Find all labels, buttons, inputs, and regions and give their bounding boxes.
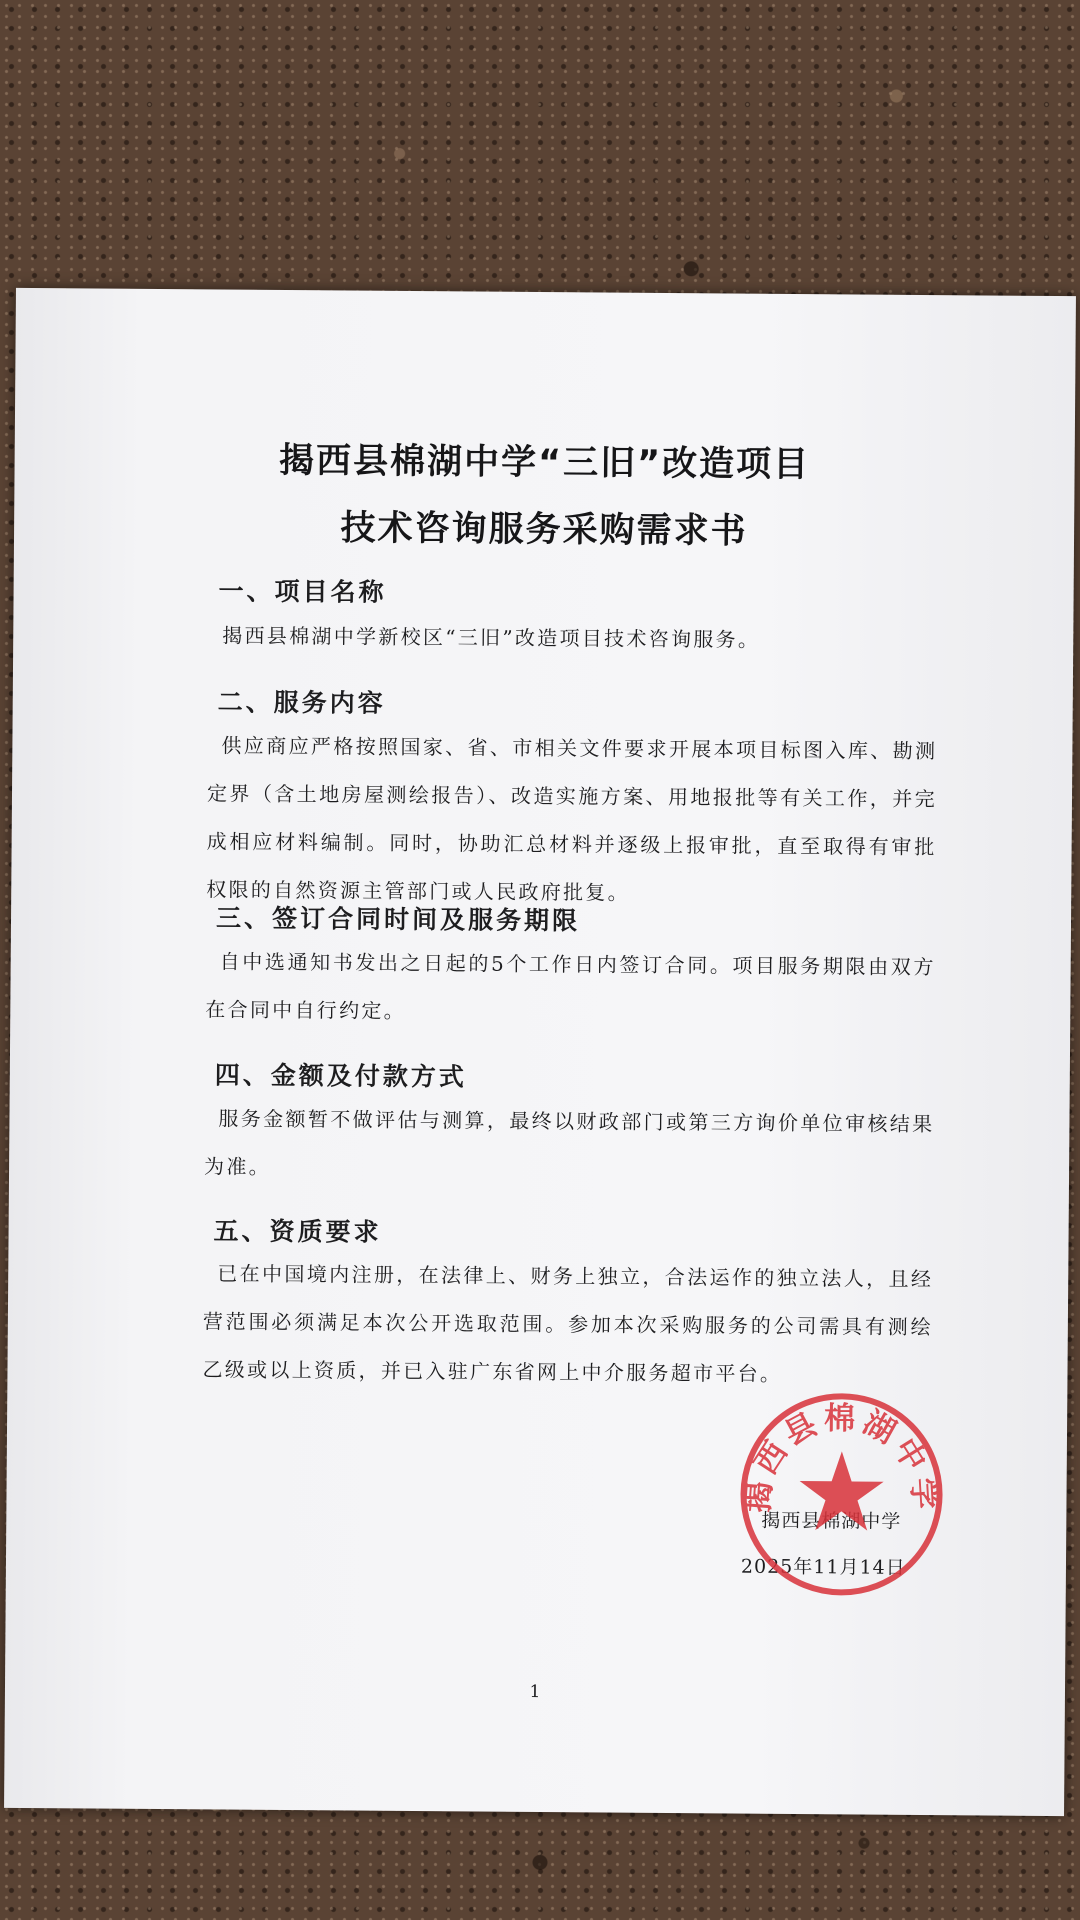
signature-date: 2025年11月14日 — [740, 1555, 906, 1579]
signature-organization: 揭西县棉湖中学 — [761, 1509, 902, 1533]
section-heading-project-name: 一、项目名称 — [218, 576, 387, 607]
section-body-service-content: 供应商应严格按照国家、省、市相关文件要求开展本项目标图入库、勘测定界（含土地房屋测绘报告）、改造实施方案、用地报批等有关工作，并完成相应材料编制。同时，协助汇总材料并逐级上报审批，直至取得有审批权限的自然资源主管部门或人民政府批复。 — [206, 733, 938, 905]
section-body-contract-period: 自中选通知书发出之日起的5个工作日内签订合同。项目服务期限由双方在合同中自行约定。 — [205, 949, 936, 1023]
page-number: 1 — [529, 1681, 541, 1703]
section-body-amount-payment: 服务金额暂不做评估与测算，最终以财政部门或第三方询价单位审核结果为准。 — [203, 1106, 935, 1179]
seal-star-icon — [799, 1451, 884, 1531]
section-heading-service-content: 二、服务内容 — [217, 687, 386, 718]
seal-text: 揭西县棉湖中学 — [740, 1400, 943, 1515]
document-page — [4, 288, 1076, 1816]
official-seal-icon — [736, 1389, 948, 1601]
section-body-project-name: 揭西县棉湖中学新校区“三旧”改造项目技术咨询服务。 — [222, 623, 761, 652]
document-title-line-2: 技术咨询服务采购需求书 — [340, 508, 748, 552]
section-body-qualification: 已在中国境内注册，在法律上、财务上独立，合法运作的独立法人，且经营范围必须满足本次公开选取范围。参加本次采购服务的公司需具有测绘乙级或以上资质，并已入驻广东省网上中介服务超市平台。 — [202, 1261, 934, 1386]
section-heading-qualification: 五、资质要求 — [213, 1216, 382, 1247]
section-heading-contract-period: 三、签订合同时间及服务期限 — [215, 903, 581, 936]
document-title-line-1: 揭西县棉湖中学“三旧”改造项目 — [278, 440, 811, 486]
section-heading-amount-payment: 四、金额及付款方式 — [214, 1060, 467, 1092]
